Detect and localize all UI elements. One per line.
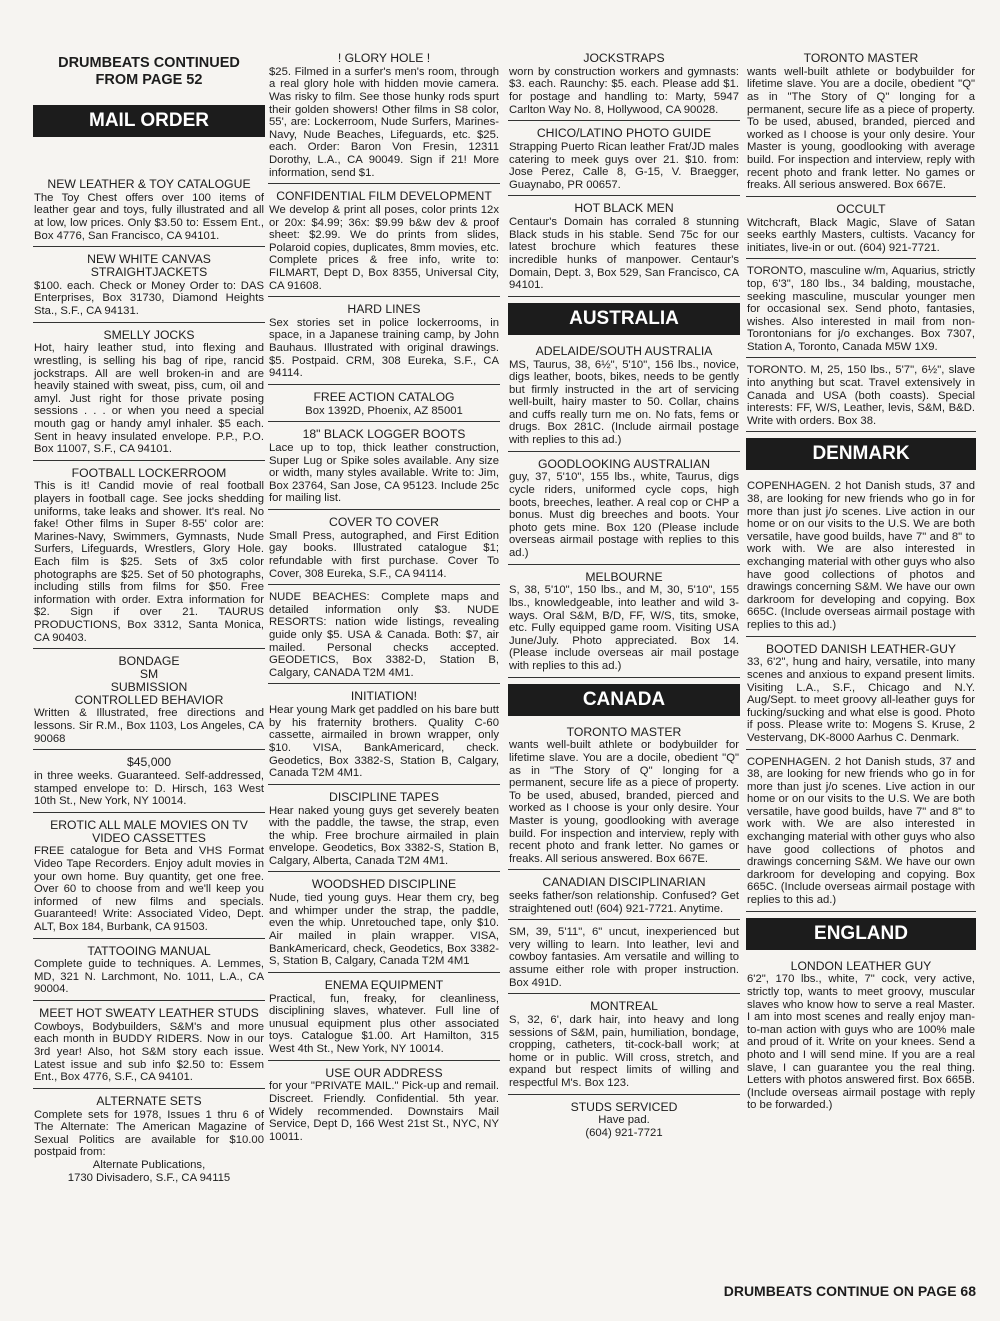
classified-ad xyxy=(33,178,265,247)
section-banner-australia: AUSTRALIA xyxy=(508,303,740,335)
ad-body: Cowboys, Bodybuilders, S&M's and more each month in BUDDY RIDERS. Now in our 3rd year! Also, hot S&M story each issue. Latest issue and sub info $2.50 to: Essem Ent., Box 4776, S.F., CA 94101. xyxy=(34,1020,264,1084)
ad-body: FREE catalogue for Beta and VHS Format Video Tape Recorders. Enjoy adult movies in your own home. Buy quantity, get one free. Over 60 to choose from and we'll keep you informed of new films and specials. Guaranteed! Write: Associated Video, Dept. ALT, Box 184, Burbank, CA 91503. xyxy=(34,845,264,933)
ad-heading: TORONTO MASTER xyxy=(803,51,919,65)
column-3-mail-ads xyxy=(508,52,740,297)
column-4-canada-ads xyxy=(746,52,976,432)
ad-heading: MONTREAL xyxy=(590,999,658,1014)
classified-ad xyxy=(508,127,740,196)
ad-heading: ADELAIDE/SOUTH AUSTRALIA xyxy=(535,343,713,358)
continued-header-line2: FROM PAGE 52 xyxy=(95,72,203,88)
ad-centered-text: Alternate Publications, 1730 Divisadero, S.F., CA 94115 xyxy=(67,1159,231,1184)
classified-ad xyxy=(746,364,976,432)
ad-body: in three weeks. Guaranteed. Self-addressed, stamped envelope to: D. Hirsch, 163 West 10th St., New York, NY 10014. xyxy=(34,769,264,808)
ad-body: S, 32, 6', dark hair, into heavy and long sessions of S&M, pain, humiliation, bondage, cropping, catheters, tit-cock-ball work; at home or in public. Will cross, stretch, and expand but respect limits of willing and respectful M's. Box 123. xyxy=(509,1014,739,1090)
ad-heading: USE OUR ADDRESS xyxy=(325,1065,443,1080)
continued-header xyxy=(38,55,260,89)
ad-heading: JOCKSTRAPS xyxy=(583,51,665,65)
classified-ad xyxy=(268,690,500,784)
section-banner-denmark: DENMARK xyxy=(746,438,976,470)
ad-body: Centaur's Domain has corraled 8 stunning Black studs in his stable. Send 75c for our latest brochure which features these incredible hunks of manpower. Centaur's Domain, Dept. 3, Box 529, San Francisco, CA 94101. xyxy=(509,216,739,292)
ad-body: worn by construction workers and gymnasts: $3. each. Raunchy: $5. each. Please add $1. for postage and handling to: Marty, 5947 Carlton Way No. 8, Hollywood, CA 90028. xyxy=(509,65,739,116)
classified-ad xyxy=(33,253,265,322)
ad-body: Lace up to top, thick leather construction, Super Lug or Spike soles available. Any size or width, many styles available. Write to: Jim, Box 23764, San Jose, CA 95123. Include 25c for mailing list. xyxy=(269,442,499,505)
ad-centered-text: Box 1392D, Phoenix, AZ 85001 xyxy=(305,404,463,417)
classified-ad xyxy=(508,926,740,994)
ad-body: Complete guide to techniques. A. Lemmes, MD, 321 N. Larchmont, No. 1011, L.A., CA 90004. xyxy=(34,958,264,996)
classified-ad xyxy=(508,202,740,296)
classified-ad xyxy=(33,945,265,1002)
ad-heading: OCCULT xyxy=(836,201,886,216)
column-3-canada-ads xyxy=(508,726,740,1144)
ad-body: for your "PRIVATE MAIL." Pick-up and remail. Discreet. Friendly. Confidential. 5th year. Widely recommended. Downstairs Mail Service, Dept D, 166 West 21st St., NYC, NY 10011. xyxy=(269,1080,499,1143)
ad-heading: STUDS SERVICED xyxy=(570,1099,678,1114)
ad-body: wants well-built athlete or bodybuilder for lifetime slave. You are a docile, obedient "Q" as in "The Story of Q" longing for a permanent, secure life as a piece of property. To be used, abused, branded, pierced and worked as I choose is your only desire. Your Master is young, goodlooking with average build. For inspection and interview, reply with recent photo and frank letter. No games or freaks. All serious answered. Box 667E. xyxy=(747,65,975,192)
ad-body: TORONTO. M, 25, 150 lbs., 5'7", 6½", slave into anything but scat. Travel extensively in Canada and USA (both coasts). Special interests: FF, W/S, Leather, levis, S&M, B&D. Write with orders. Box 38. xyxy=(747,364,975,427)
classified-ad xyxy=(508,345,740,452)
ad-heading: DISCIPLINE TAPES xyxy=(329,789,439,804)
section-banner-england: ENGLAND xyxy=(746,918,976,950)
ad-heading: FREE ACTION CATALOG xyxy=(313,389,455,404)
classified-ad xyxy=(268,428,500,510)
ad-heading: WOODSHED DISCIPLINE xyxy=(311,877,457,892)
ad-heading: INITIATION! xyxy=(350,689,418,704)
ad-body: wants well-built athlete or bodybuilder for lifetime slave. You are a docile, obedient "Q" as in "The Story of Q" longing for a permanent, secure life as a piece of property. To be used, abused, branded, pierced and worked as I choose is your only desire. Your Master is young, goodlooking with average build. For inspection and interview, reply with recent photo and frank letter. No games or freaks. All serious answered. Box 667E. xyxy=(509,739,739,865)
ad-heading: $45,000 xyxy=(126,755,172,770)
ad-body: Strapping Puerto Rican leather Frat/JD males catering to meek guys over 21. $10. from: Jose Perez, Calle 8, G-15, V. Braegger, Guaynabo, PR 00657. xyxy=(509,140,739,191)
classified-ad xyxy=(508,52,740,121)
classified-ad xyxy=(33,1095,265,1188)
classified-ad xyxy=(746,480,976,636)
ad-heading: NEW WHITE CANVAS STRAIGHTJACKETS xyxy=(87,252,211,279)
classified-ad xyxy=(268,979,500,1061)
classified-ad xyxy=(268,190,500,297)
ad-heading: GOODLOOKING AUSTRALIAN xyxy=(537,456,711,471)
ad-heading: EROTIC ALL MALE MOVIES ON TV VIDEO CASSETTES xyxy=(50,817,248,845)
ad-heading: LONDON LEATHER GUY xyxy=(790,958,932,973)
ad-heading: TORONTO MASTER xyxy=(566,724,682,739)
ad-body: Hear young Mark get paddled on his bare butt by his fraternity brothers. Quality C-60 cassette, airmailed in brown wrapper, only $10. VISA, BankAmericard, check. Geodetics, Box 3382-S, Station B, Calgary, Canada T2M 4M1. xyxy=(269,704,499,780)
classified-ad xyxy=(268,516,500,585)
ad-body: Written & Illustrated, free directions and lessons. Sir R.M., Box 1103, Los Angeles, CA 90068 xyxy=(34,707,264,745)
ad-heading: HOT BLACK MEN xyxy=(574,201,674,216)
classified-ad xyxy=(508,458,740,565)
classified-ad xyxy=(268,52,500,184)
column-2 xyxy=(268,52,500,1153)
ad-body: We develop & print all poses, color prints 12x or 20x: $4.99; 36x: $9.99 b&w dev & proof sheet: $2.99. We do prints from slides, Polaroid copies, duplicates, 8mm movies, etc. Complete prices & free info, write to: FILMART, Dept D, Box 8355, Universal City, CA 91608. xyxy=(269,203,499,292)
ad-heading: BOOTED DANISH LEATHER-GUY xyxy=(765,641,957,656)
ad-heading: CANADIAN DISCIPLINARIAN xyxy=(542,875,706,890)
classified-ad xyxy=(268,791,500,873)
classified-ad xyxy=(746,643,976,750)
ad-body: $100. each. Check or Money Order to: DAS Enterprises, Box 31730, Diamond Heights Sta., S.F., CA 94131. xyxy=(34,279,264,317)
classified-ad xyxy=(33,819,265,939)
classified-ad xyxy=(508,876,740,920)
ad-body: Witchcraft, Black Magic, Slave of Satan seeks earthly Masters, cultists. Vacancy for initiates, live-in or out. (604) 921-7721. xyxy=(747,216,975,254)
classified-ad xyxy=(33,1007,265,1089)
classified-ad xyxy=(746,756,976,912)
ad-body: Sex stories set in police lockerrooms, in space, in a Japanese training camp, by John Bauhaus. Illustrated with original drawings. $5. Postpaid. CRM, 308 Eureka, S.F., CA 94114. xyxy=(269,316,499,380)
ad-centered-text: Have pad. (604) 921-7721 xyxy=(585,1114,663,1139)
ad-body: Hear naked young guys get severely beaten with the paddle, the tawse, the strap, even the whip. Free brochure airmailed in plain envelope. Geodetics, Box 3382-S, Station B, Calgary, Alberta, Canada T2M 4M1. xyxy=(269,804,499,867)
ad-body: MS, Taurus, 38, 6½", 5'10", 156 lbs., novice, digs leather, boots, bikes, needs to be gently but firmly instructed in the art of servicing well-built, hairy master to 50. Collar, chains and cuffs really turn me on. No fats, fems or drugs. Box 281C. (Include airmail postage with replies to this ad.) xyxy=(509,358,739,447)
ad-heading: CONFIDENTIAL FILM DEVELOPMENT xyxy=(276,189,492,204)
classified-ad xyxy=(33,329,265,461)
continued-header-line1: DRUMBEATS CONTINUED xyxy=(58,55,240,71)
ad-body: seeks father/son relationship. Confused? Get straightened out! (604) 921-7721. Anytime. xyxy=(509,890,739,915)
ad-body: TORONTO, masculine w/m, Aquarius, strictly top, 6'3", 180 lbs., 34 balding, moustache, seeking masculine, muscular younger men for occasional sex. Send photo, fantasies, wishes. Also interested in mail from non-Torontonians for j/o exchanges. Box 7307, Station A, Toronto, Canada M5W 1X9. xyxy=(747,265,975,353)
ad-body: 33, 6'2", hung and hairy, versatile, into many scenes and anxious to expand present limits. Visiting L.A., S.F., Chicago and N.Y. Aug/Sept. to meet groovy all-leather guys for fucking/sucking and what else is good. Photo if poss. Please write to: Mogens S. Kruse, 2 Vestervang, DK-8000 Aarhus C. Denmark. xyxy=(747,656,975,744)
ad-body: 6'2", 170 lbs., white, 7" cock, very active, strictly top, wants to meet groovy, muscular slaves who know how to serve a real Master. I am into most scenes and really enjoy man-to-man action with guys who are 100% male and proud of it. Write on your knees. Send a photo and I will send mine. If you are a real slave, I can guarantee you the real thing. Letters with photos answered first. Box 665B. (Include overseas airmail postage with reply to be forwarded.) xyxy=(747,973,975,1112)
ad-heading: NEW LEATHER & TOY CATALOGUE xyxy=(47,177,251,191)
column-3 xyxy=(508,52,740,1150)
section-banner-canada: CANADA xyxy=(508,684,740,716)
classified-ad xyxy=(508,1101,740,1144)
continued-footer: DRUMBEATS CONTINUE ON PAGE 68 xyxy=(723,1283,976,1299)
ad-body: COPENHAGEN. 2 hot Danish studs, 37 and 38, are looking for new friends who go in for more than just j/o scenes. Live action in our home or on our visits to the U.S. We are both versatile, have good builds, have 7" and 8" to work with. We are also interested in exchanging material with other guys who also have good collections of photos and drawings concerning S&M. We have our own darkroom for developing and copying. Box 665C. (Include overseas airmail postage with replies to this ad.) xyxy=(747,480,975,631)
classified-ad xyxy=(746,265,976,358)
ad-heading: MELBOURNE xyxy=(585,569,663,584)
classified-ad xyxy=(508,1000,740,1094)
classified-ad xyxy=(268,391,500,422)
ad-heading: ALTERNATE SETS xyxy=(96,1093,202,1108)
column-1 xyxy=(33,178,265,1194)
ad-body: guy, 37, 5'10", 155 lbs., white, Taurus, digs cycle riders, uniformed cycle cops, high boots, breeches, leather. A real cop or CHP a bonus. Must dig breeches and boots. Your photo gets mine. Box 120 (Please include overseas airmail postage with replies to this ad.) xyxy=(509,471,739,560)
classified-ad xyxy=(746,203,976,260)
ad-heading: MEET HOT SWEATY LEATHER STUDS xyxy=(39,1006,259,1021)
classified-ad xyxy=(746,52,976,197)
ad-heading: CHICO/LATINO PHOTO GUIDE xyxy=(536,126,712,141)
section-banner-mail-order: MAIL ORDER xyxy=(33,105,265,137)
ad-body: $25. Filmed in a surfer's men's room, through a real glory hole with hidden movie camera. Was risky to film. See those hunky rods spurt their golden showers! Other films in S8 color, 55', are: Lockerroom, Nude Surfers, Marines-Navy, Nude Beaches, Lifeguards, etc. $25. each. Order: Baron Von Fresin, 12311 Dorothy, L.A., CA 90049. Sign if 21! More information, send $1. xyxy=(269,65,499,179)
ad-body: Complete sets for 1978, Issues 1 thru 6 of The Alternate: The American Magazine of Sexual Politics are available for $10.00 postpaid from: xyxy=(34,1108,264,1159)
classified-ad xyxy=(746,960,976,1116)
column-4-denmark-ads xyxy=(746,480,976,911)
ad-body: NUDE BEACHES: Complete maps and detailed information only $3. NUDE RESORTS: nation wide listings, revealing guide only $5. USA & Canada. Both: $7, air mailed. Personal checks accepted. GEODETICS, Box 3382-D, Station B, Calgary, CANADA T2M 4M1. xyxy=(269,591,499,679)
classified-ad xyxy=(268,591,500,684)
ad-heading: ! GLORY HOLE ! xyxy=(337,51,431,65)
ad-heading: 18" BLACK LOGGER BOOTS xyxy=(302,427,466,442)
classified-ad xyxy=(268,1067,500,1148)
ad-body: COPENHAGEN. 2 hot Danish studs, 37 and 38, are looking for new friends who go in for more than just j/o scenes. Live action in our home or on our visits to the U.S. We are both versatile, have good builds, have 7" and 8" to work with. We are also interested in exchanging material with other guys who also have good collections of photos and drawings concerning S&M. We have our own darkroom for developing and copying. Box 665C. (Include overseas airmail postage with replies to this ad.) xyxy=(747,755,975,907)
classified-ad xyxy=(33,756,265,813)
column-4-england-ads xyxy=(746,960,976,1116)
ad-body: The Toy Chest offers over 100 items of leather gear and toys, fully illustrated and all at low, low prices. Only $3.50 to: Essem Ent., Box 4776, San Francisco, CA 94101. xyxy=(34,191,264,242)
ad-body: SM, 39, 5'11", 6" uncut, inexperienced but very willing to learn. Into leather, levi and cowboy fantasies. Am versatile and willing to assume either role with proper instruction. Box 491D. xyxy=(509,926,739,989)
classified-ad xyxy=(33,467,265,650)
classified-ad xyxy=(268,878,500,972)
column-3-australia-ads xyxy=(508,345,740,678)
ad-heading: HARD LINES xyxy=(347,302,421,317)
ad-heading: FOOTBALL LOCKERROOM xyxy=(71,465,227,480)
ad-heading: TATTOOING MANUAL xyxy=(87,943,211,958)
ad-body: Practical, fun, freaky, for cleanliness, disciplining slaves, whatever. Full line of unusual equipment plus other associated toys. Catalogue $1.00. Art Hamilton, 315 West 4th St., New York, NY 10014. xyxy=(269,992,499,1055)
ad-body: Small Press, autographed, and First Edition gay books. Illustrated catalogue $1; refundable with first purchase. Cover To Cover, 308 Eureka, S.F., CA 94114. xyxy=(269,529,499,580)
ad-body: Nude, tied young guys. Hear them cry, beg and whimper under the strap, the paddle, even the whip. Unretouched tape, only $10. Air mailed in plain wrapper. VISA, BankAmericard, check, Geodetics, Box 3382-S, Station B, Calgary, Canada T2M 4M1 xyxy=(269,892,499,968)
column-4 xyxy=(746,52,976,1122)
classified-ad xyxy=(33,655,265,750)
ad-body: This is it! Candid movie of real football players in football cage. See jocks shedding uniforms, take leaks and shower. It's real. No fake! Other films in Super 8-55' color are: Marines-Navy, Swimmers, Gymnasts, Nude Surfers, Lifeguards, Wrestlers, Glory Hole. Each film is $25. Sets of 3x5 color photographs are $25. Set of 50 photographs, including stills from films for $50. Free information with order. Extra information for $2. Sign if over 21. TAURUS PRODUCTIONS, Box 3312, Santa Monica, CA 90403. xyxy=(34,480,264,644)
ad-body: S, 38, 5'10", 150 lbs., and M, 30, 5'10", 155 lbs., knowledgeable, into leather and wild 3-ways. Oral S&M, B/D, FF, W/S, tits, smoke, etc. Fully equipped game room. Visiting USA June/July. Photo appreciated. Box 14. (Please include overseas air mail postage with replies to this ad.) xyxy=(509,584,739,672)
ad-heading: COVER TO COVER xyxy=(329,515,439,530)
ad-body: Hot, hairy leather stud, into flexing and wrestling, is selling his bag of ripe, rancid jockstraps. All are well broken-in and are heavily stained with sweat, piss, cum, oil and amyl. Just right for those private posing sessions . . . or when you need a special mouth gag or handy amyl inhaler. $5 each. Sent in heavy insulated envelope. P.P., P.O. Box 11007, S.F., CA 94101. xyxy=(34,342,264,456)
ad-heading: ENEMA EQUIPMENT xyxy=(324,977,444,992)
ad-heading: BONDAGE SM SUBMISSION CONTROLLED BEHAVIOR xyxy=(74,654,224,707)
ad-heading: SMELLY JOCKS xyxy=(103,327,195,342)
classified-ad xyxy=(508,571,740,678)
classified-ad xyxy=(268,303,500,385)
classified-ad xyxy=(508,726,740,871)
